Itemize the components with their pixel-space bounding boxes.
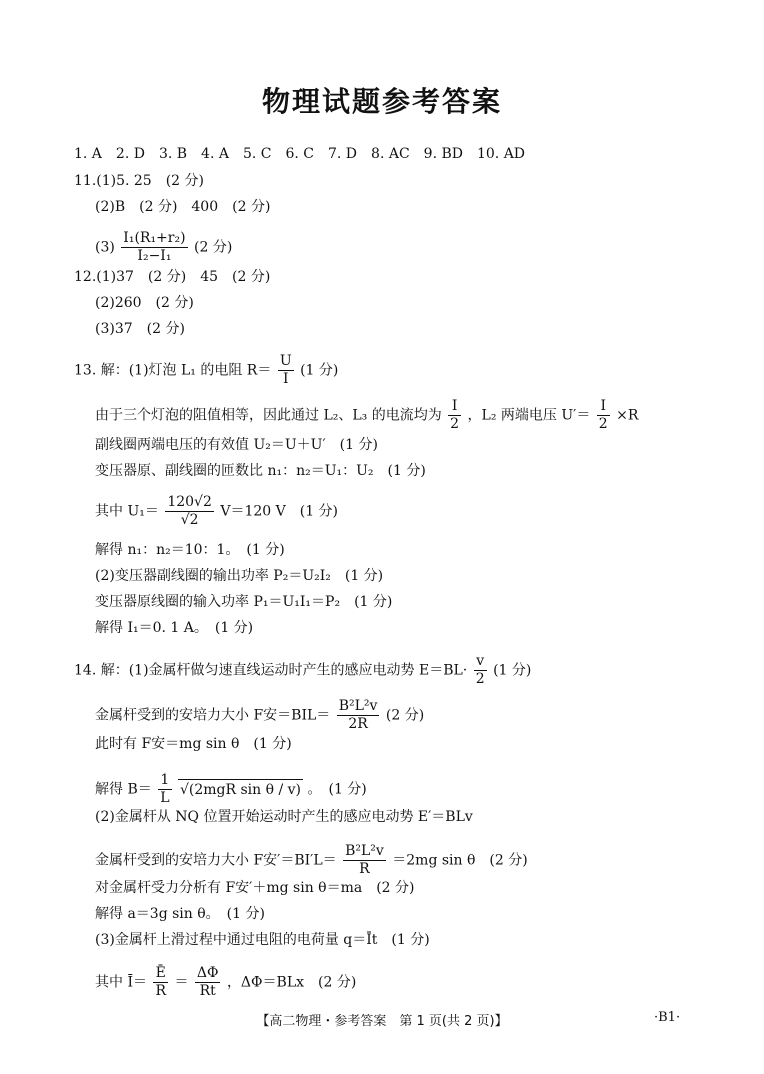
q14-line4-radical: √(2mgR sin θ / v) — [178, 779, 303, 800]
q13-line5-post: V＝120 V (1 分) — [220, 503, 339, 520]
q11-part3 — [95, 230, 232, 265]
q13-line2-fraction2 — [597, 398, 610, 433]
q13-line1-score: (1 分) — [300, 362, 339, 379]
q14-line10-num2: ΔΦ — [196, 965, 219, 981]
q14-line4-num: 1 — [158, 772, 171, 790]
q12-part3: (3)37 (2 分) — [95, 321, 185, 337]
q13-line1-text: 13. 解：(1)灯泡 L₁ 的电阻 R＝ — [74, 362, 272, 379]
q14-line6-text: 金属杆受到的安培力大小 F安′＝BI′L＝ — [95, 852, 337, 869]
q13-line2 — [95, 398, 638, 433]
q11-fraction-num: I₁(R₁+r₂) — [123, 230, 186, 246]
q14-line10-fraction1 — [153, 965, 168, 1000]
q14-line6-num: B²L²v — [345, 843, 384, 859]
q14-line10-num1: Ē — [153, 965, 168, 983]
q14-line10-text: 其中 Ī＝ — [95, 974, 147, 991]
q14-line10-post: ，ΔΦ＝BLx (2 分) — [226, 974, 357, 991]
q13-line3: 副线圈两端电压的有效值 U₂＝U＋U′ (1 分) — [95, 437, 378, 453]
q11-fraction-den: I₂−I₁ — [137, 248, 172, 264]
q14-line10-eq: ＝ — [174, 974, 189, 991]
q13-line2-num1: I — [448, 398, 461, 416]
q14-line1-fraction — [474, 653, 487, 688]
q13-line5 — [95, 494, 338, 529]
q14-line1 — [74, 653, 531, 688]
q14-line2 — [95, 698, 424, 733]
q14-line4-post: 。 (1 分) — [307, 781, 367, 798]
q13-line5-text: 其中 U₁＝ — [95, 503, 159, 520]
q13-line1 — [74, 353, 338, 388]
q13-line7: (2)变压器副线圈的输出功率 P₂＝U₂I₂ (1 分) — [95, 568, 384, 584]
q13-line2-mid: ，L₂ 两端电压 U′＝ — [467, 407, 591, 424]
q11-part3-score: (2 分) — [194, 239, 233, 256]
q11-part3-prefix: (3) — [95, 239, 115, 256]
q13-line2-fraction1 — [448, 398, 461, 433]
q14-line2-num: B²L²v — [338, 698, 378, 714]
q14-line4-text: 解得 B＝ — [95, 781, 152, 798]
q14-line10-den1: R — [155, 983, 166, 999]
q14-line10-fraction2 — [195, 965, 221, 1000]
q13-line5-den: √2 — [180, 512, 199, 528]
q13-line9: 解得 I₁＝0. 1 A。 (1 分) — [95, 620, 254, 636]
q13-line2-text: 由于三个灯泡的阻值相等，因此通过 L₂、L₃ 的电流均为 — [95, 407, 442, 424]
q13-line6: 解得 n₁：n₂＝10：1。 (1 分) — [95, 542, 285, 558]
page-footer: 【高二物理・参考答案 第 1 页(共 2 页)】 — [256, 1014, 508, 1029]
mc-answers: 1. A 2. D 3. B 4. A 5. C 6. C 7. D 8. AC 9. BD 10. AD — [74, 146, 526, 162]
q14-line3: 此时有 F安＝mg sin θ (1 分) — [95, 736, 292, 752]
q14-line10-den2: Rt — [199, 983, 216, 999]
page-code: ·B1· — [654, 1010, 681, 1025]
q13-line1-den: I — [282, 371, 289, 387]
q14-line1-text: 14. 解：(1)金属杆做匀速直线运动时产生的感应电动势 E＝BL· — [74, 662, 468, 679]
q14-line4 — [95, 772, 367, 807]
q13-line2-num2: I — [597, 398, 610, 416]
q14-line1-den: 2 — [475, 671, 485, 687]
q11-part2: (2)B (2 分) 400 (2 分) — [95, 199, 271, 215]
q14-line4-den: L — [160, 790, 170, 806]
q11-part1: 11.(1)5. 25 (2 分) — [74, 173, 204, 189]
q13-line2-den1: 2 — [450, 416, 460, 432]
q13-line4: 变压器原、副线圈的匝数比 n₁：n₂＝U₁：U₂ (1 分) — [95, 463, 426, 479]
q14-line6-den: R — [359, 861, 370, 877]
q14-line2-fraction — [337, 698, 380, 733]
q14-line9: (3)金属杆上滑过程中通过电阻的电荷量 q＝Īt (1 分) — [95, 932, 430, 948]
q14-line8: 解得 a＝3g sin θ。 (1 分) — [95, 906, 265, 922]
q14-line5: (2)金属杆从 NQ 位置开始运动时产生的感应电动势 E′＝BLv — [95, 809, 473, 825]
q14-line2-den: 2R — [348, 716, 368, 732]
q13-line2-den2: 2 — [598, 416, 608, 432]
q14-line1-score: (1 分) — [493, 662, 532, 679]
q13-line8: 变压器原线圈的输入功率 P₁＝U₁I₁＝P₂ (1 分) — [95, 594, 393, 610]
q14-line6 — [95, 843, 528, 878]
q14-line1-num: v — [474, 653, 487, 671]
q14-line2-text: 金属杆受到的安培力大小 F安＝BIL＝ — [95, 707, 331, 724]
q14-line6-post: ＝2mg sin θ (2 分) — [392, 852, 528, 869]
q13-line1-fraction — [278, 353, 294, 388]
q14-line6-fraction — [343, 843, 386, 878]
q13-line1-num: U — [279, 353, 292, 369]
q14-line10 — [95, 965, 356, 1000]
q14-line2-score: (2 分) — [385, 707, 425, 724]
q13-line5-num: 120√2 — [167, 494, 212, 510]
q12-part2: (2)260 (2 分) — [95, 295, 194, 311]
q12-part1: 12.(1)37 (2 分) 45 (2 分) — [74, 269, 271, 285]
page-title: 物理试题参考答案 — [261, 85, 502, 118]
q14-line4-fraction — [158, 772, 171, 807]
q14-line7: 对金属杆受力分析有 F安′＋mg sin θ＝ma (2 分) — [95, 880, 415, 896]
q11-fraction — [121, 230, 187, 265]
q13-line5-fraction — [165, 494, 214, 529]
q13-line2-post: ×R — [616, 407, 639, 424]
